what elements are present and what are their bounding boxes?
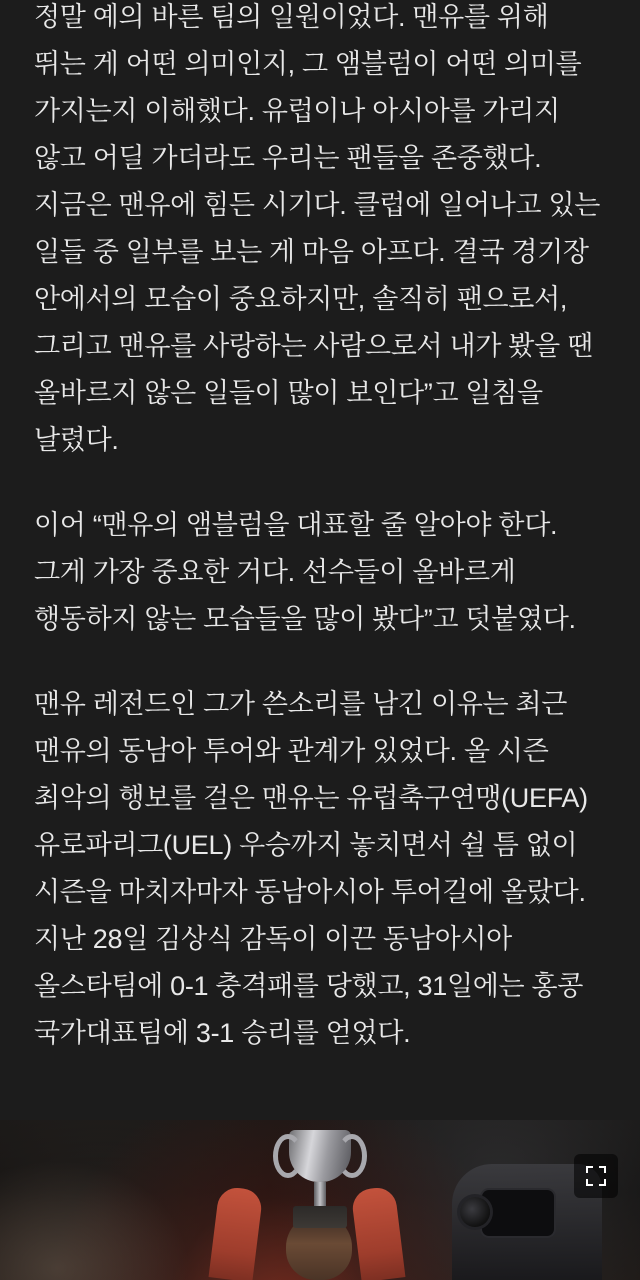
camera-lens — [460, 1197, 490, 1227]
expand-photo-button[interactable] — [574, 1154, 618, 1198]
trophy-handle-right — [337, 1134, 367, 1178]
article-photo[interactable] — [0, 1120, 640, 1280]
trophy-handle-left — [273, 1134, 303, 1178]
arm-left — [209, 1186, 264, 1280]
article-paragraph: 맨유 레전드인 그가 쓴소리를 남긴 이유는 최근 맨유의 동남아 투어와 관계가 있었다. 올 시즌 최악의 행보를 걸은 맨유는 유럽축구연맹(UEFA) 유로파리그(UEL) 우승까지 놓치면서 쉴 틈 없이 시즌을 마치자마자 동남아시아 투어길에 올랐다. 지난 28일 김상식 감독이 이끈 동남아시아 올스타팀에 0-1 충격패를 당했고, 31일에는 홍콩 국가대표팀에 3-1 승리를 얻었다. — [34, 689, 588, 1048]
trophy-stem — [314, 1182, 326, 1206]
expand-icon — [585, 1165, 607, 1187]
article-paragraph: 정말 예의 바른 팀의 일원이었다. 맨유를 위해 뛰는 게 어떤 의미인지, 그 앰블럼이 어떤 의미를 가지는지 이해했다. 유럽이나 아시아를 가리지 않고 어딜 가더라도 우리는 팬들을 존중했다. 지금은 맨유에 힘든 시기다. 클럽에 일어나고 있는 일들 중 일부를 보는 게 마음 아프다. 결국 경기장 안에서의 모습이 중요하지만, 솔직히 팬으로서, 그리고 맨유를 사랑하는 사람으로서 내가 봤을 땐 올바르지 않은 일들이 많이 보인다”고 일침을 날렸다. — [34, 2, 601, 455]
trophy-icon — [289, 1130, 351, 1228]
article-paragraph: 이어 “맨유의 앰블럼을 대표할 줄 알아야 한다. 그게 가장 중요한 거다. 선수들이 올바르게 행동하지 않는 모습들을 많이 봤다”고 덧붙였다. — [34, 510, 576, 634]
camera-icon — [482, 1190, 554, 1236]
photo-image — [0, 1120, 640, 1280]
trophy-base — [293, 1206, 347, 1228]
crowd-background — [0, 1160, 190, 1280]
arm-right — [351, 1186, 406, 1280]
